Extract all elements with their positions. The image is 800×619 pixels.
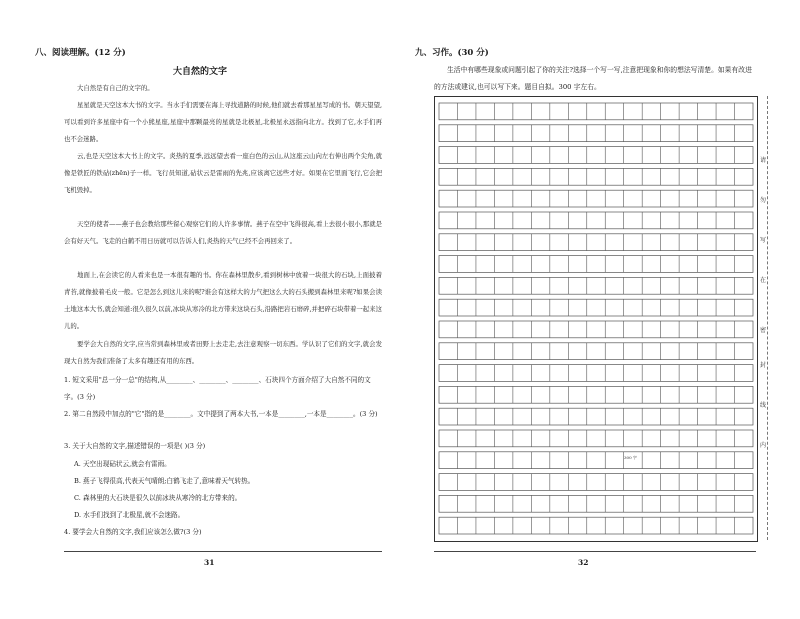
grid-row bbox=[439, 190, 753, 207]
footer-rule-right bbox=[434, 551, 756, 552]
seal-line bbox=[767, 96, 768, 540]
grid-row bbox=[439, 234, 753, 251]
article-paragraph-4: 天空的使者——燕子也会教给那些留心观察它们的人许多事情。燕子在空中飞得很高,看上去很小很小,那就是会有好天气。飞走的白鹤不用日历就可以告诉人们,炎热的天气已经不会再回来了。 bbox=[64, 220, 382, 245]
margin-char-8: 内 bbox=[760, 442, 767, 449]
question-1: 1. 短文采用"总一分一总"的结构,从________、________、________、石块四个方面介绍了大自然不同的文字。(3 分) bbox=[64, 376, 371, 401]
margin-char-7: 线 bbox=[760, 402, 767, 409]
grid-row bbox=[439, 321, 753, 338]
article-paragraph-6: 要学会大自然的文字,应当常到森林里或者田野上去走走,去注意观察一切东西。学认识了它们的文字,就会发现大自然为我们准备了太多有趣还有用的东西。 bbox=[64, 340, 382, 365]
grid-row bbox=[439, 517, 753, 534]
grid-row bbox=[439, 430, 753, 447]
writing-prompt: 生活中有哪些现象或问题引起了你的关注?选择一个写一写,注意把现象和你的想法写清楚。如果有改进的方法或建议,也可以写下来。题目自拟。300 字左右。 bbox=[434, 66, 752, 91]
option-d: D. 水手们找到了北极星,就不会迷路。 bbox=[74, 511, 185, 519]
margin-char-3: 写 bbox=[760, 237, 767, 244]
word-count-mark: 300 字 bbox=[624, 455, 637, 460]
margin-char-1: 请 bbox=[760, 157, 767, 164]
margin-char-5: 密 bbox=[760, 327, 767, 334]
page-number-right: 32 bbox=[578, 558, 589, 567]
question-2: 2. 第二自然段中加点的"它"指的是________。文中提到了两本大书,一本是________,一本是________。(3 分) bbox=[64, 410, 378, 418]
grid-row bbox=[439, 256, 753, 273]
article-paragraph-5: 地面上,在会读它的人看来也是一本很有趣的书。你在森林里散步,看到树林中放着一块很大的石块,上面披着青苔,就像披着毛皮一般。它是怎么到这儿来的呢?谁会有这样大的力气把这么大的石头搬到森林里来呢?如果会读土地这本大书,就会知道:很久很久以前,冰块从寒冷的北方带来这块石头,沿路把岩石磨碎,并把碎石块带着一起来这儿的。 bbox=[64, 271, 382, 330]
page-number-left: 31 bbox=[204, 558, 215, 567]
grid-row bbox=[439, 147, 753, 164]
margin-char-2: 勿 bbox=[760, 197, 767, 204]
grid-row bbox=[439, 365, 753, 382]
option-a: A. 天空出现砧状云,就会有雷雨。 bbox=[74, 460, 171, 468]
question-3: 3. 关于大自然的文字,描述错误的一项是( )(3 分) bbox=[64, 442, 206, 450]
grid-row bbox=[439, 452, 753, 469]
grid-row bbox=[439, 125, 753, 142]
grid-row bbox=[439, 212, 753, 229]
margin-char-4: 在 bbox=[760, 277, 767, 284]
grid-row bbox=[439, 168, 753, 185]
margin-char-6: 封 bbox=[760, 362, 767, 369]
option-c: C. 森林里的大石块是很久以前冰块从寒冷的北方带来的。 bbox=[74, 494, 242, 502]
grid-row bbox=[439, 103, 753, 120]
grid-row bbox=[439, 299, 753, 316]
article-paragraph-1: 大自然是有自己的文字的。 bbox=[77, 84, 154, 92]
grid-row bbox=[439, 474, 753, 491]
article-paragraph-2: 星星就是天空这本大书的文字。当水手们需要在海上寻找道路的时候,他们就去看那星星写成的书。朝天望望,可以看到许多星座中有一个小熊星座,星座中那颗最亮的星就是北极星,北极星永远指向北方。找到了它,水手们再也不会迷路。 bbox=[64, 101, 382, 143]
writing-grid[interactable] bbox=[434, 96, 758, 542]
grid-row bbox=[439, 343, 753, 360]
reading-section-title: 八、阅读理解。(12 分) bbox=[35, 48, 126, 58]
grid-row bbox=[439, 408, 753, 425]
grid-row bbox=[439, 495, 753, 512]
writing-grid-cells bbox=[435, 97, 757, 541]
article-title: 大自然的文字 bbox=[172, 67, 227, 77]
option-b: B. 燕子飞得很高,代表天气晴朗;白鹤飞走了,意味着天气转热。 bbox=[74, 477, 255, 485]
grid-row bbox=[439, 386, 753, 403]
writing-section-title: 九、习作。(30 分) bbox=[415, 48, 489, 58]
grid-row bbox=[439, 277, 753, 294]
article-paragraph-3: 云,也是天空这本大书上的文字。炎热的夏季,远远望去看一座白色的云山,从这座云山向左右伸出两个尖角,就像是铁匠的铁砧(zhēn)子一样。飞行员知道,砧状云是雷雨的先兆,应该离它远些才好。如果在它里面飞行,它会把飞机毁掉。 bbox=[64, 152, 382, 194]
question-4: 4. 要学会大自然的文字,我们应该怎么做?(3 分) bbox=[64, 528, 202, 536]
footer-rule-left bbox=[64, 551, 382, 552]
